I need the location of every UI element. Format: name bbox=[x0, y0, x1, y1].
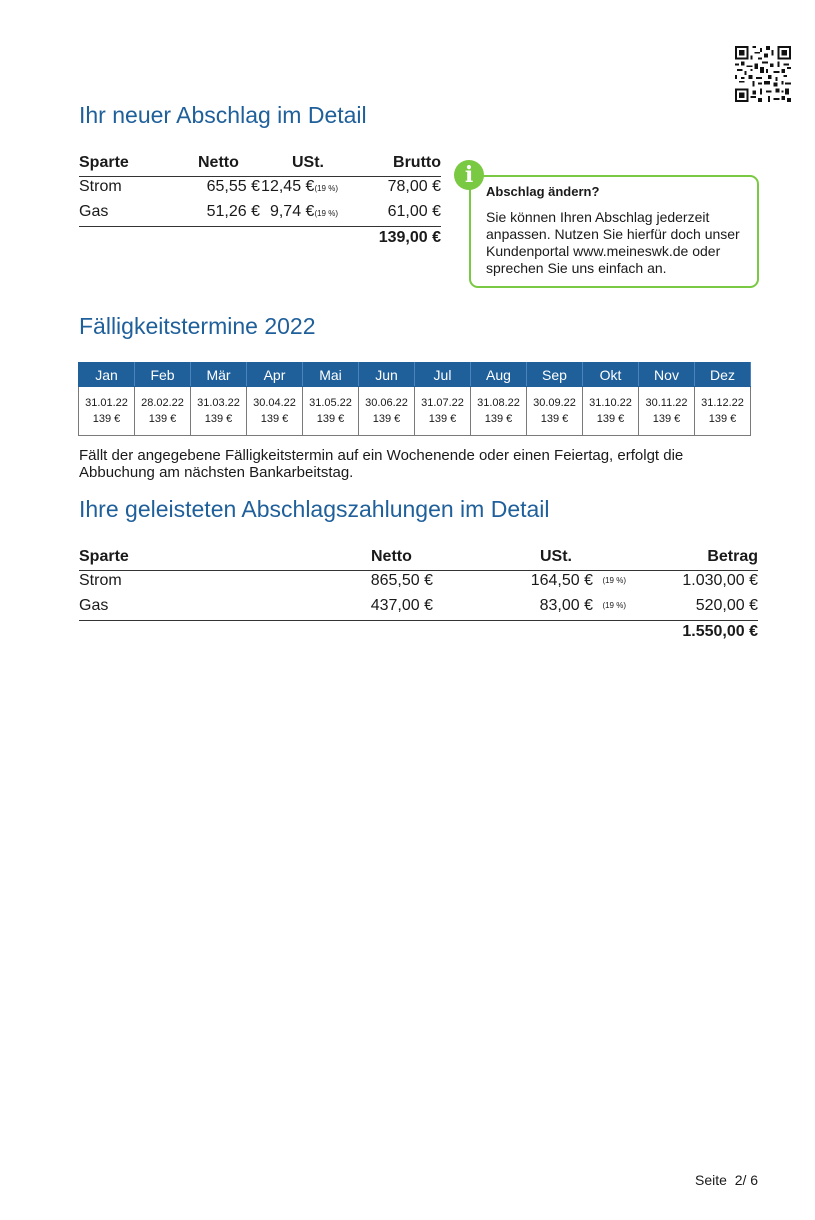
due-date: 31.12.22 bbox=[701, 397, 744, 409]
due-date: 31.05.22 bbox=[309, 397, 352, 409]
cell-sparte: Strom bbox=[79, 178, 122, 195]
qr-code-icon bbox=[735, 46, 791, 102]
cell-betrag: 1.030,00 € bbox=[682, 572, 758, 589]
month-header: Mär bbox=[191, 363, 247, 387]
month-header: Jan bbox=[79, 363, 135, 387]
month-header: Mai bbox=[303, 363, 359, 387]
payments-table bbox=[79, 548, 758, 648]
cell-brutto: 61,00 € bbox=[387, 203, 441, 220]
month-header: Nov bbox=[639, 363, 695, 387]
due-amount: 139 € bbox=[428, 413, 457, 425]
due-date: 30.06.22 bbox=[365, 397, 408, 409]
table-row bbox=[79, 572, 758, 596]
due-date-cell bbox=[247, 387, 303, 436]
info-box-title: Abschlag ändern? bbox=[486, 184, 600, 199]
section-title-abschlag: Ihr neuer Abschlag im Detail bbox=[79, 102, 367, 128]
due-date-note: Fällt der angegebene Fälligkeitstermin auf ein Wochenende oder einen Feiertag, erfolgt die Abbuchung am nächsten Bankarbeitstag. bbox=[79, 447, 684, 481]
col-header-betrag: Betrag bbox=[707, 548, 758, 565]
col-header-netto: Netto bbox=[371, 548, 412, 565]
col-header-brutto: Brutto bbox=[393, 154, 441, 171]
col-header-sparte: Sparte bbox=[79, 154, 129, 171]
abschlag-table bbox=[79, 154, 441, 254]
col-header-sparte: Sparte bbox=[79, 548, 129, 565]
due-amount: 139 € bbox=[372, 413, 401, 425]
cell-ust: 12,45 €(19 %) bbox=[261, 178, 338, 195]
due-date-cell bbox=[527, 387, 583, 436]
due-date-table bbox=[78, 362, 751, 436]
cell-sparte: Gas bbox=[79, 203, 109, 220]
ust-rate: (19 %) bbox=[314, 184, 338, 193]
month-header: Feb bbox=[135, 363, 191, 387]
cell-ust: 83,00 € bbox=[539, 597, 593, 614]
due-date-cell bbox=[583, 387, 639, 436]
due-amount: 139 € bbox=[596, 413, 625, 425]
due-amount: 139 € bbox=[148, 413, 177, 425]
due-amount: 139 € bbox=[92, 413, 121, 425]
due-date-cell bbox=[359, 387, 415, 436]
cell-ust: 164,50 € bbox=[530, 572, 593, 589]
ust-rate: (19 %) bbox=[602, 576, 626, 585]
due-date-cell bbox=[135, 387, 191, 436]
page-number bbox=[695, 1172, 758, 1188]
cell-betrag: 520,00 € bbox=[695, 597, 758, 614]
table-row bbox=[79, 178, 441, 202]
ust-rate: (19 %) bbox=[314, 209, 338, 218]
due-date: 31.08.22 bbox=[477, 397, 520, 409]
due-date-cell bbox=[415, 387, 471, 436]
col-header-ust: USt. bbox=[292, 154, 324, 171]
due-date: 30.11.22 bbox=[645, 397, 688, 409]
due-date: 30.04.22 bbox=[253, 397, 296, 409]
col-header-ust: USt. bbox=[540, 548, 572, 565]
due-date-cell bbox=[303, 387, 359, 436]
month-header: Okt bbox=[583, 363, 639, 387]
month-header: Apr bbox=[247, 363, 303, 387]
due-date-cell bbox=[79, 387, 135, 436]
cell-netto: 865,50 € bbox=[370, 572, 433, 589]
cell-netto: 65,55 € bbox=[206, 178, 260, 195]
info-box-text: Sie können Ihren Abschlag jederzeit anpassen. Nutzen Sie hierfür doch unser Kundenportal www.meineswk.de oder sprechen Sie uns einfach an. bbox=[486, 209, 740, 276]
total-brutto: 139,00 € bbox=[378, 229, 441, 246]
due-amount: 139 € bbox=[540, 413, 569, 425]
cell-netto: 51,26 € bbox=[206, 203, 260, 220]
due-amount: 139 € bbox=[484, 413, 513, 425]
due-amount: 139 € bbox=[316, 413, 345, 425]
due-date-cell bbox=[639, 387, 695, 436]
due-amount: 139 € bbox=[652, 413, 681, 425]
due-amount: 139 € bbox=[708, 413, 737, 425]
col-header-netto: Netto bbox=[198, 154, 239, 171]
month-header: Jun bbox=[359, 363, 415, 387]
page-label: Seite bbox=[695, 1172, 727, 1188]
due-date: 31.03.22 bbox=[197, 397, 240, 409]
month-header: Jul bbox=[415, 363, 471, 387]
total-betrag: 1.550,00 € bbox=[682, 623, 758, 640]
due-amount: 139 € bbox=[204, 413, 233, 425]
cell-sparte: Strom bbox=[79, 572, 122, 589]
due-date: 28.02.22 bbox=[141, 397, 184, 409]
cell-brutto: 78,00 € bbox=[387, 178, 441, 195]
page-value: 2/ 6 bbox=[734, 1172, 759, 1188]
due-date: 31.10.22 bbox=[589, 397, 632, 409]
month-header: Sep bbox=[527, 363, 583, 387]
due-date: 31.01.22 bbox=[85, 397, 128, 409]
due-amount: 139 € bbox=[260, 413, 289, 425]
info-icon: i bbox=[454, 160, 484, 190]
due-date: 30.09.22 bbox=[533, 397, 576, 409]
cell-ust: 9,74 €(19 %) bbox=[269, 203, 338, 220]
section-title-geleistete: Ihre geleisteten Abschlagszahlungen im Detail bbox=[79, 496, 550, 522]
table-row bbox=[79, 203, 441, 227]
table-row bbox=[79, 597, 758, 621]
month-header: Aug bbox=[471, 363, 527, 387]
due-date-cell bbox=[695, 387, 751, 436]
cell-netto: 437,00 € bbox=[370, 597, 433, 614]
ust-rate: (19 %) bbox=[602, 601, 626, 610]
due-date-cell bbox=[191, 387, 247, 436]
due-date: 31.07.22 bbox=[421, 397, 464, 409]
month-header: Dez bbox=[695, 363, 751, 387]
section-title-faelligkeit: Fälligkeitstermine 2022 bbox=[79, 313, 316, 339]
cell-sparte: Gas bbox=[79, 597, 109, 614]
due-date-cell bbox=[471, 387, 527, 436]
